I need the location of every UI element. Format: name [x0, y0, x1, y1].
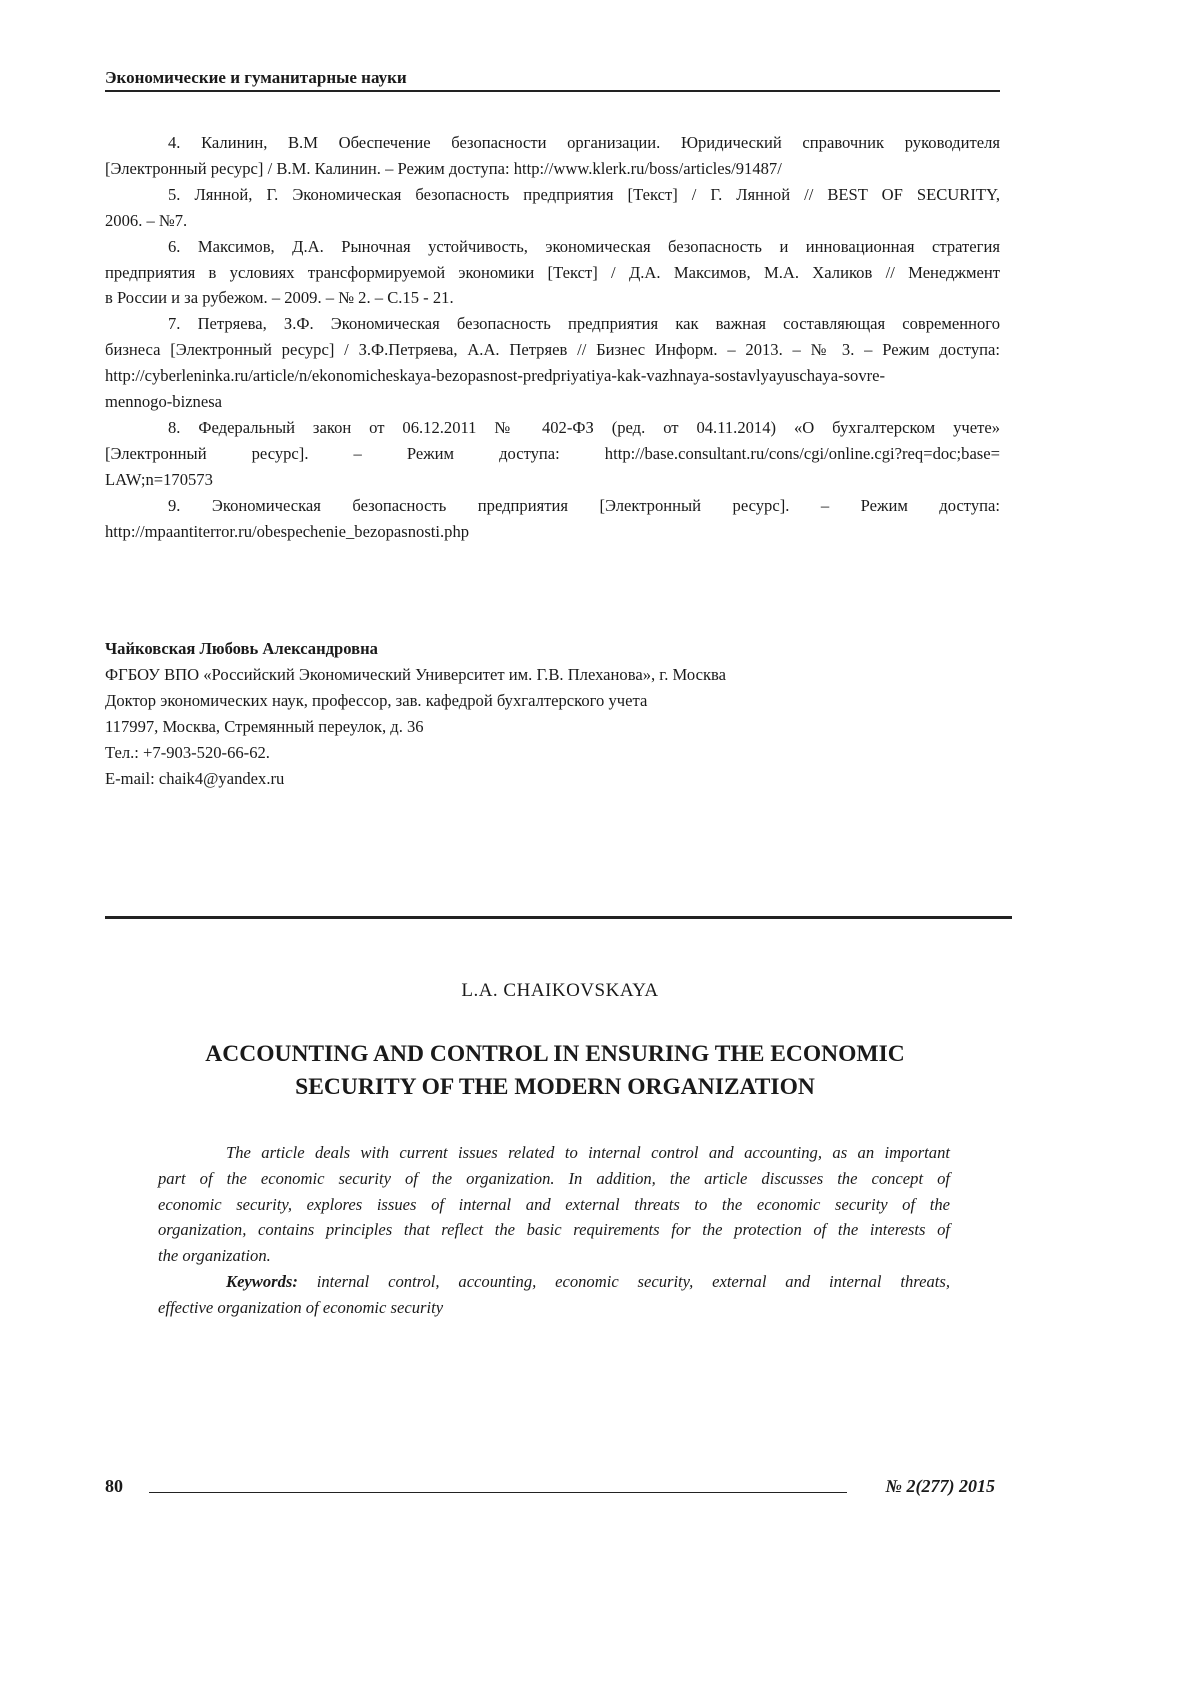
abstract-line: organization, contains principles that reflect the basic requirements for the protection of the interests of — [158, 1217, 950, 1243]
abstract — [158, 1140, 950, 1321]
title-line: ACCOUNTING AND CONTROL IN ENSURING THE ECONOMIC — [0, 1038, 1110, 1071]
reference-item — [105, 234, 1000, 312]
keywords-line: Keywords: internal control, accounting, economic security, external and internal threats, — [158, 1269, 950, 1295]
running-header: Экономические и гуманитарные науки — [105, 66, 1000, 92]
reference-item — [105, 493, 1000, 545]
author-phone: Тел.: +7-903-520-66-62. — [105, 740, 726, 766]
reference-line: [Электронный ресурс]. – Режим доступа: http://base.consultant.ru/cons/cgi/online.cgi?req=doc;base= — [105, 441, 1000, 467]
issue-number: № 2(277) 2015 — [886, 1476, 995, 1497]
author-address: 117997, Москва, Стремянный переулок, д. 36 — [105, 714, 726, 740]
title-line: SECURITY OF THE MODERN ORGANIZATION — [0, 1071, 1110, 1104]
author-position: Доктор экономических наук, профессор, зав. кафедрой бухгалтерского учета — [105, 688, 726, 714]
reference-line: 9. Экономическая безопасность предприятия [Электронный ресурс]. – Режим доступа: — [105, 493, 1000, 519]
author-name: Чайковская Любовь Александровна — [105, 636, 726, 662]
section-divider — [105, 916, 1012, 919]
keywords-label: Keywords: — [226, 1272, 298, 1291]
reference-line: 4. Калинин, В.М Обеспечение безопасности организации. Юридический справочник руководителя — [105, 130, 1000, 156]
reference-item — [105, 311, 1000, 415]
english-title — [0, 1038, 1110, 1104]
keywords-line: effective organization of economic security — [158, 1295, 950, 1321]
reference-line: 2006. – №7. — [105, 208, 1000, 234]
english-author: L.A. CHAIKOVSKAYA — [0, 980, 1120, 1002]
abstract-line: part of the economic security of the organization. In addition, the article discusses the concept of — [158, 1166, 950, 1192]
reference-line: 7. Петряева, З.Ф. Экономическая безопасность предприятия как важная составляющая современного — [105, 311, 1000, 337]
reference-line: предприятия в условиях трансформируемой экономики [Текст] / Д.А. Максимов, М.А. Халиков // Менеджмент — [105, 260, 1000, 286]
reference-line: 5. Лянной, Г. Экономическая безопасность предприятия [Текст] / Г. Лянной // BEST OF SECURITY, — [105, 182, 1000, 208]
author-info — [105, 636, 726, 791]
reference-item — [105, 415, 1000, 493]
footer-rule — [149, 1492, 847, 1493]
page-number: 80 — [105, 1476, 123, 1497]
reference-line: http://cyberleninka.ru/article/n/ekonomicheskaya-bezopasnost-predpriyatiya-kak-vazhnaya-sostavlyayuschaya-sovre- — [105, 363, 1000, 389]
reference-line: LAW;n=170573 — [105, 467, 1000, 493]
reference-item — [105, 182, 1000, 234]
reference-line: 8. Федеральный закон от 06.12.2011 № 402-ФЗ (ред. от 04.11.2014) «О бухгалтерском учете» — [105, 415, 1000, 441]
reference-line: 6. Максимов, Д.А. Рыночная устойчивость, экономическая безопасность и инновационная стратегия — [105, 234, 1000, 260]
reference-line: в России и за рубежом. – 2009. – № 2. – С.15 - 21. — [105, 285, 1000, 311]
reference-line: mennogo-biznesa — [105, 389, 1000, 415]
abstract-line: economic security, explores issues of internal and external threats to the economic security of the — [158, 1192, 950, 1218]
reference-line: бизнеса [Электронный ресурс] / З.Ф.Петряева, А.А. Петряев // Бизнес Информ. – 2013. – № 3. – Режим доступа: — [105, 337, 1000, 363]
page-footer — [105, 1476, 995, 1502]
abstract-line: The article deals with current issues related to internal control and accounting, as an important — [158, 1140, 950, 1166]
reference-line: http://mpaantiterror.ru/obespechenie_bezopasnosti.php — [105, 519, 1000, 545]
reference-line: [Электронный ресурс] / В.М. Калинин. – Режим доступа: http://www.klerk.ru/boss/articles/91487/ — [105, 156, 1000, 182]
reference-list — [105, 130, 1000, 545]
reference-item — [105, 130, 1000, 182]
author-email: E-mail: chaik4@yandex.ru — [105, 766, 726, 792]
author-affiliation: ФГБОУ ВПО «Российский Экономический Университет им. Г.В. Плеханова», г. Москва — [105, 662, 726, 688]
abstract-line: the organization. — [158, 1243, 950, 1269]
